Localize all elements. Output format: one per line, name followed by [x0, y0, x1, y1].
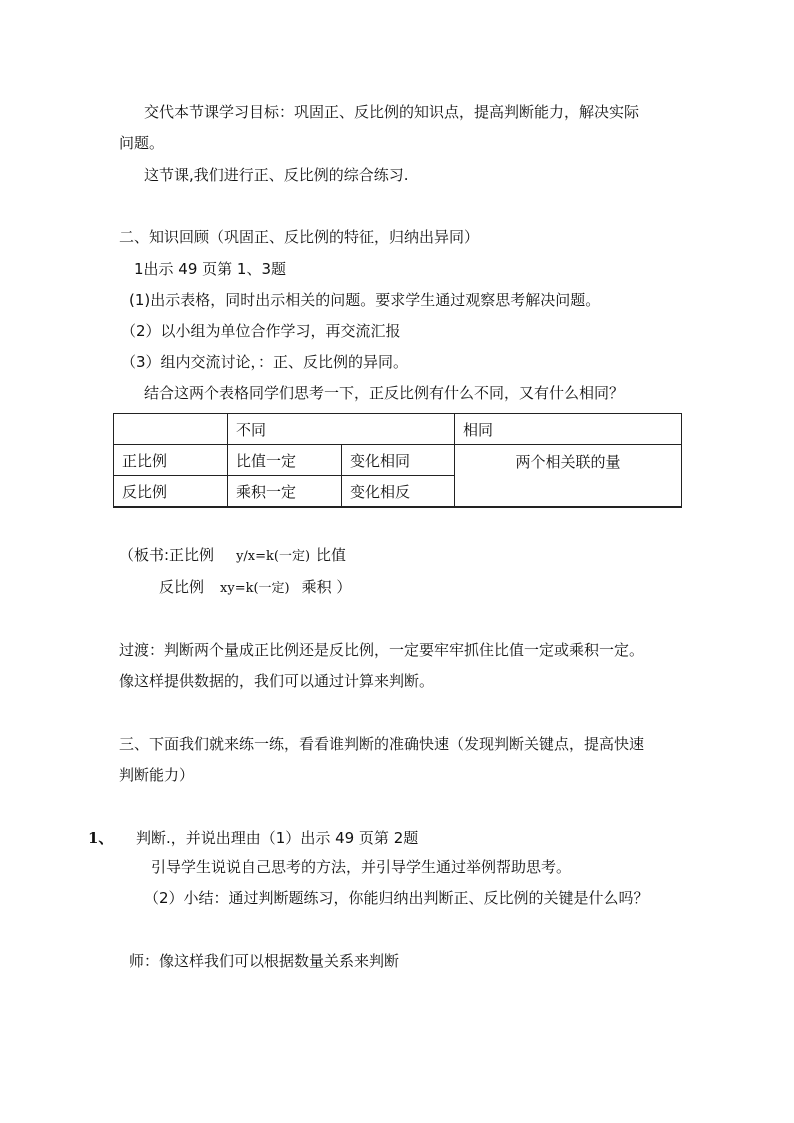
table-header-empty [114, 414, 228, 445]
transition-line-1: 过渡：判断两个量成正比例还是反比例，一定要牢牢抓住比值一定或乘积一定。 [119, 641, 645, 659]
board-line-2-prefix: 反比例 [159, 578, 205, 596]
section3-line-1: 三、下面我们就来练一练，看看谁判断的准确快速（发现判断关键点，提高快速 [119, 735, 645, 753]
intro-line-3: 这节课,我们进行正、反比例的综合练习. [144, 166, 409, 184]
intro-line-2: 问题。 [119, 134, 165, 152]
section2-item-1: 1出示 49 页第 1、3题 [134, 260, 287, 278]
exercise-line-2: 引导学生说说自己思考的方法，并引导学生通过举例帮助思考。 [151, 858, 572, 876]
table-header-diff: 不同 [228, 414, 455, 445]
board-line-2 [159, 577, 351, 597]
board-line-1-formula: y/x=k(一定) [236, 549, 311, 564]
teacher-line: 师：像这样我们可以根据数量关系来判断 [129, 952, 400, 970]
table-header-same: 相同 [455, 414, 682, 445]
section3-line-2: 判断能力） [119, 766, 195, 784]
exercise-line-3: （2）小结：通过判断题练习，你能归纳出判断正、反比例的关键是什么吗？ [144, 889, 649, 907]
table-row-label: 反比例 [114, 476, 228, 508]
board-line-1-suffix: 比值 [316, 546, 347, 564]
board-line-1-prefix: （板书:正比例 [119, 546, 215, 564]
section2-step-1: (1)出示表格，同时出示相关的问题。要求学生通过观察思考解决问题。 [129, 291, 601, 309]
board-line-2-formula: xy=k(一定) [220, 581, 290, 596]
intro-line-1: 交代本节课学习目标：巩固正、反比例的知识点，提高判断能力，解决实际 [144, 103, 640, 121]
comparison-table [113, 413, 682, 508]
exercise-line-1: 判断.，并说出理由（1）出示 49 页第 2题 [136, 829, 419, 847]
table-cell: 比值一定 [228, 445, 342, 476]
table-row [114, 445, 682, 476]
table-cell: 乘积一定 [228, 476, 342, 508]
section2-question: 结合这两个表格同学们思考一下，正反比例有什么不同，又有什么相同？ [144, 384, 625, 402]
board-line-1 [119, 545, 346, 565]
table-cell: 变化相反 [342, 476, 455, 508]
table-row-label: 正比例 [114, 445, 228, 476]
exercise-number: 1、 [88, 829, 114, 847]
board-line-2-suffix: 乘积 ） [301, 578, 352, 596]
section2-heading: 二、知识回顾（巩固正、反比例的特征，归纳出异同） [119, 228, 480, 246]
transition-line-2: 像这样提供数据的，我们可以通过计算来判断。 [119, 672, 435, 690]
table-same-value: 两个相关联的量 [455, 445, 682, 508]
table-header-row [114, 414, 682, 445]
section2-step-2: （2）以小组为单位合作学习，再交流汇报 [121, 322, 401, 340]
section2-step-3: （3）组内交流讨论，：正、反比例的异同。 [121, 353, 409, 371]
table-cell: 变化相同 [342, 445, 455, 476]
